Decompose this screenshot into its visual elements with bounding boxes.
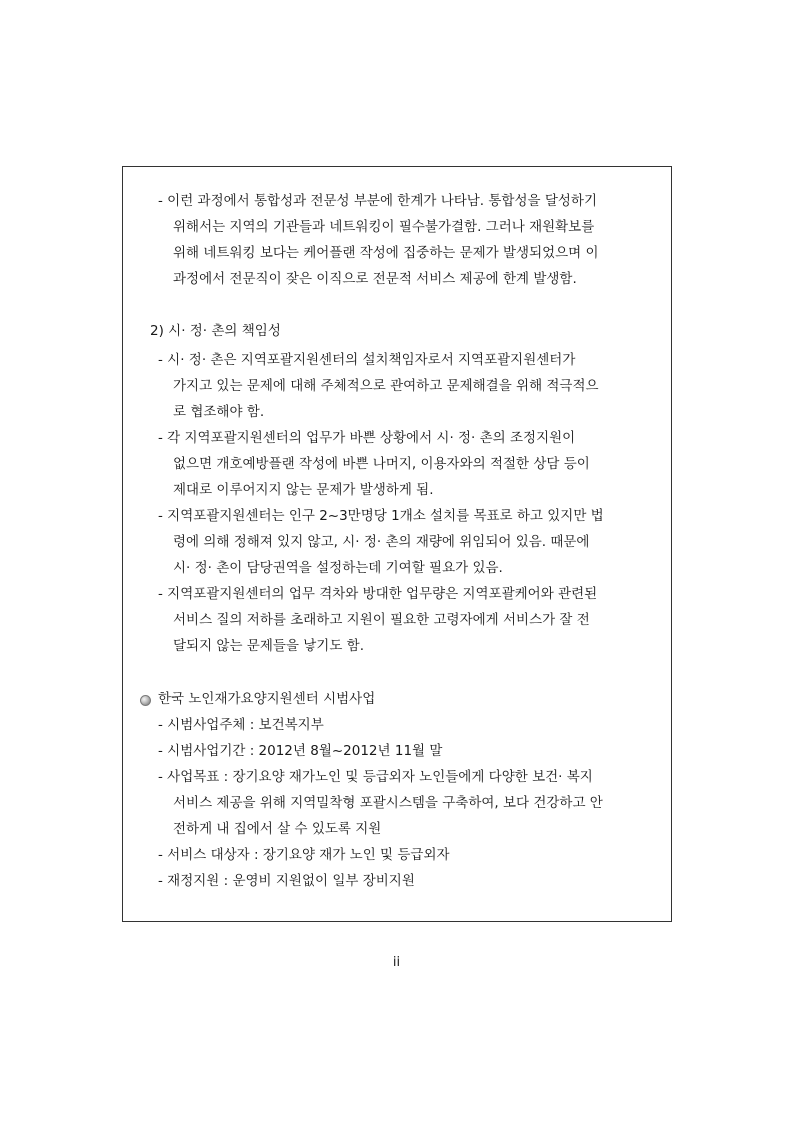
- text-line: 없으면 개호예방플랜 작성에 바쁜 나머지, 이용자와의 적절한 상담 등이: [173, 456, 590, 472]
- text-line: 서비스 제공을 위해 지역밀착형 포괄시스템을 구축하여, 보다 건강하고 안: [173, 795, 603, 811]
- text-line: 가지고 있는 문제에 대해 주체적으로 관여하고 문제해결을 위해 적극적으: [173, 378, 599, 394]
- text-line: - 지역포괄지원센터의 업무 격차와 방대한 업무량은 지역포괄케어와 관련된: [158, 586, 598, 602]
- text-line: - 서비스 대상자 : 장기요양 재가 노인 및 등급외자: [158, 847, 450, 863]
- text-line: - 이런 과정에서 통합성과 전문성 부분에 한계가 나타남. 통합성을 달성하기: [158, 193, 598, 209]
- text-line: - 시· 정· 촌은 지역포괄지원센터의 설치책임자로서 지역포괄지원센터가: [158, 352, 576, 368]
- text-line: 달되지 않는 문제들을 낳기도 함.: [173, 638, 364, 654]
- text-line: - 지역포괄지원센터는 인구 2~3만명당 1개소 설치를 목표로 하고 있지만 법: [158, 508, 604, 524]
- text-line: - 사업목표 : 장기요양 재가노인 및 등급외자 노인들에게 다양한 보건· 복지: [158, 769, 593, 785]
- text-line: 위해 네트워킹 보다는 케어플랜 작성에 집중하는 문제가 발생되었으며 이: [173, 245, 599, 261]
- text-line: - 시범사업기간 : 2012년 8월~2012년 11월 말: [158, 743, 443, 759]
- text-line: 령에 의해 정해져 있지 않고, 시· 정· 촌의 재량에 위임되어 있음. 때문에: [173, 534, 590, 550]
- section-heading: 2) 시· 정· 촌의 책임성: [150, 323, 281, 339]
- text-line: 시· 정· 촌이 담당권역을 설정하는데 기여할 필요가 있음.: [173, 560, 503, 576]
- text-line: 위해서는 지역의 기관들과 네트워킹이 필수불가결함. 그러나 재원확보를: [173, 219, 595, 235]
- bullet-sphere-icon: [140, 695, 151, 706]
- text-line: - 각 지역포괄지원센터의 업무가 바쁜 상황에서 시· 정· 촌의 조정지원이: [158, 430, 576, 446]
- text-line: 과정에서 전문직이 잦은 이직으로 전문적 서비스 제공에 한계 발생함.: [173, 271, 577, 287]
- bullet-heading: 한국 노인재가요양지원센터 시범사업: [158, 691, 376, 707]
- page-number: ii: [392, 955, 401, 970]
- text-line: 전하게 내 집에서 살 수 있도록 지원: [173, 821, 382, 837]
- text-line: 제대로 이루어지지 않는 문제가 발생하게 됨.: [173, 482, 434, 498]
- text-line: 로 협조해야 함.: [173, 404, 265, 420]
- text-line: - 재정지원 : 운영비 지원없이 일부 장비지원: [158, 873, 415, 889]
- text-line: 서비스 질의 저하를 초래하고 지원이 필요한 고령자에게 서비스가 잘 전: [173, 612, 590, 628]
- text-line: - 시범사업주체 : 보건복지부: [158, 717, 324, 733]
